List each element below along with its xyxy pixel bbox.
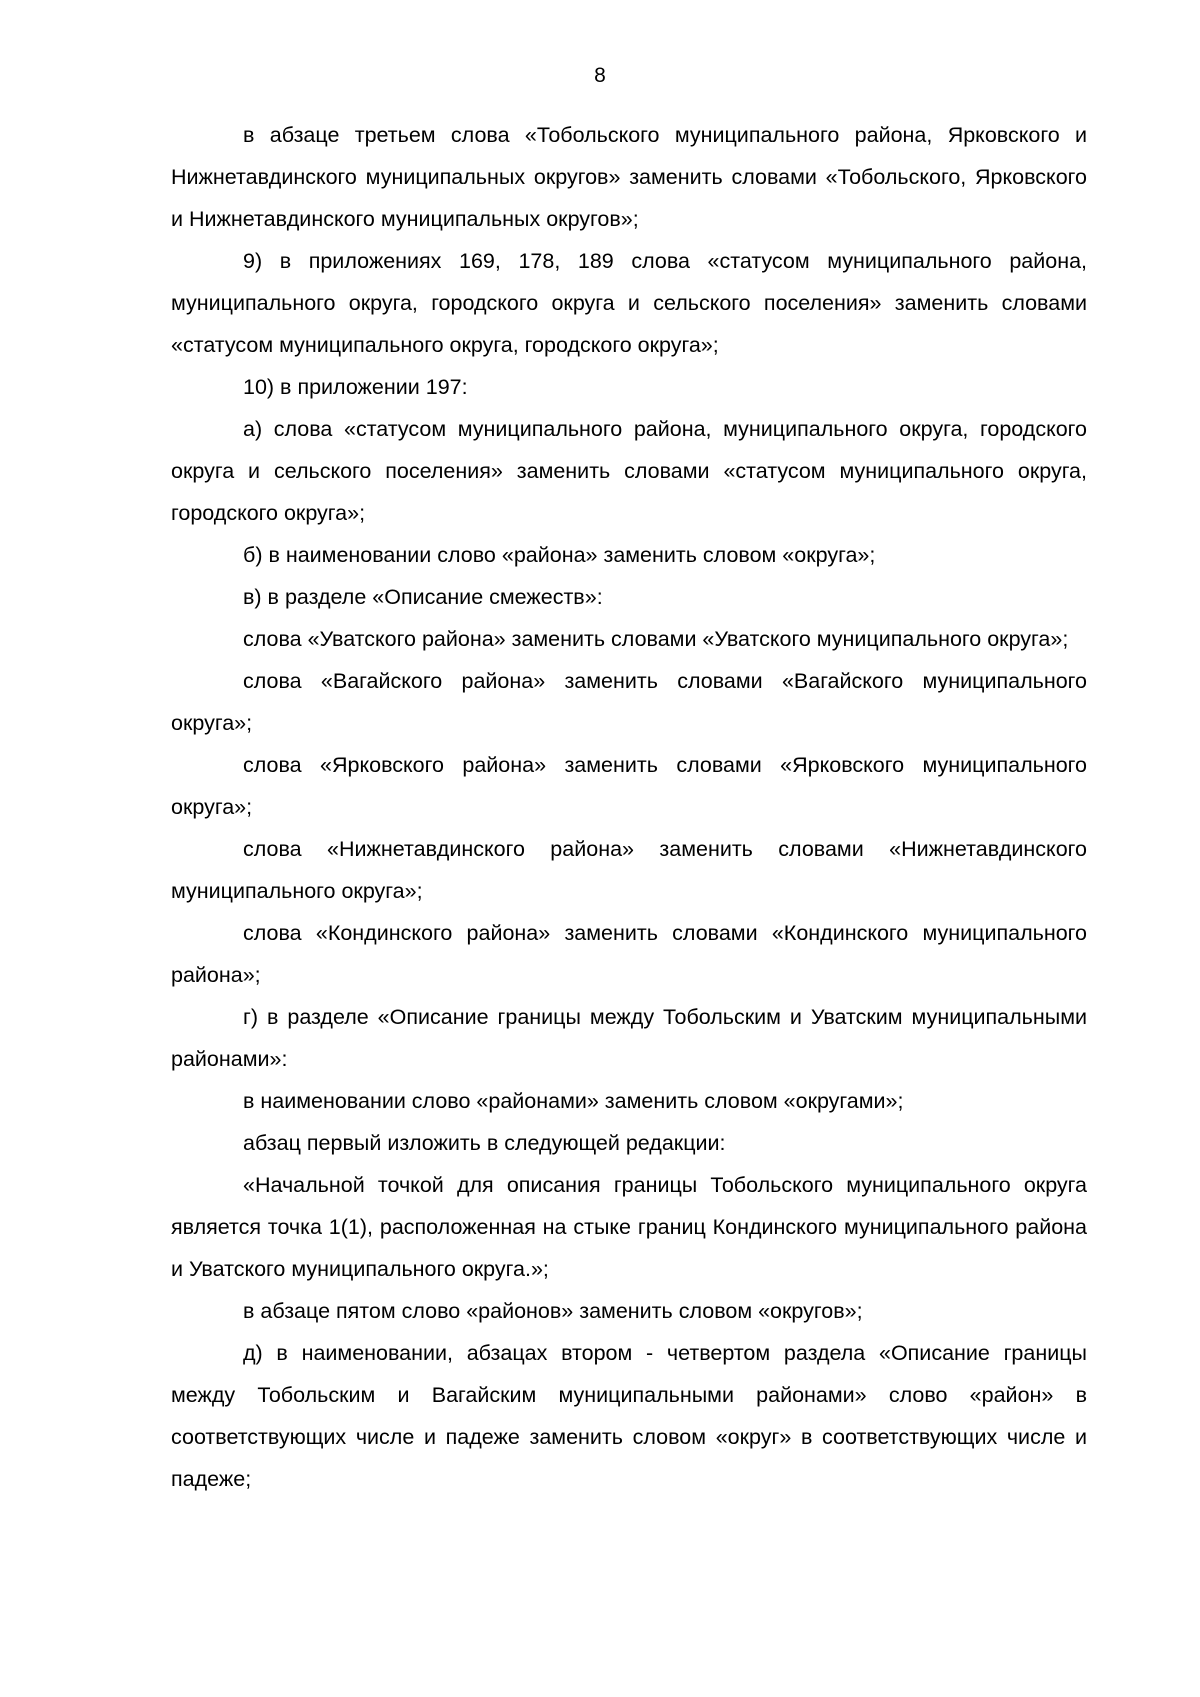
paragraph: 10) в приложении 197: [243, 375, 468, 399]
paragraph: в) в разделе «Описание смежеств»: [243, 585, 603, 609]
paragraph: абзац первый изложить в следующей редакции: [243, 1131, 726, 1155]
paragraph: 9) в приложениях 169, 178, 189 слова «статусом муниципального района, муниципального округа, городского округа и сельского поселения» заменить словами «статусом муниципального округа, городского округа»; [171, 249, 1087, 357]
paragraph: д) в наименовании, абзацах втором - четвертом раздела «Описание границы между Тобольским и Вагайским муниципальными районами» слово «район» в соответствующих числе и падеже заменить словом «округ» в соответствующих числе и падеже; [171, 1341, 1087, 1491]
paragraph: слова «Ярковского района» заменить словами «Ярковского муниципального округа»; [171, 753, 1087, 819]
paragraph: слова «Нижнетавдинского района» заменить словами «Нижнетавдинского муниципального округа»; [171, 837, 1087, 903]
paragraph: в абзаце третьем слова «Тобольского муниципального района, Ярковского и Нижнетавдинского муниципальных округов» заменить словами «Тобольского, Ярковского и Нижнетавдинского муниципальных округов»; [171, 123, 1087, 231]
paragraph: «Начальной точкой для описания границы Тобольского муниципального округа является точка 1(1), расположенная на стыке границ Кондинского муниципального района и Уватского муниципального округа.»; [171, 1173, 1087, 1281]
paragraph: в абзаце пятом слово «районов» заменить словом «округов»; [243, 1299, 863, 1323]
paragraph: а) слова «статусом муниципального района, муниципального округа, городского округа и сельского поселения» заменить словами «статусом муниципального округа, городского округа»; [171, 417, 1087, 525]
document-body [171, 114, 1087, 1500]
paragraph: в наименовании слово «районами» заменить словом «округами»; [243, 1089, 904, 1113]
paragraph: слова «Вагайского района» заменить словами «Вагайского муниципального округа»; [171, 669, 1087, 735]
paragraph: б) в наименовании слово «района» заменить словом «округа»; [243, 543, 876, 567]
page-number: 8 [594, 64, 606, 87]
paragraph: г) в разделе «Описание границы между Тобольским и Уватским муниципальными районами»: [171, 1005, 1087, 1071]
paragraph: слова «Уватского района» заменить словами «Уватского муниципального округа»; [243, 627, 1069, 651]
paragraph: слова «Кондинского района» заменить словами «Кондинского муниципального района»; [171, 921, 1087, 987]
